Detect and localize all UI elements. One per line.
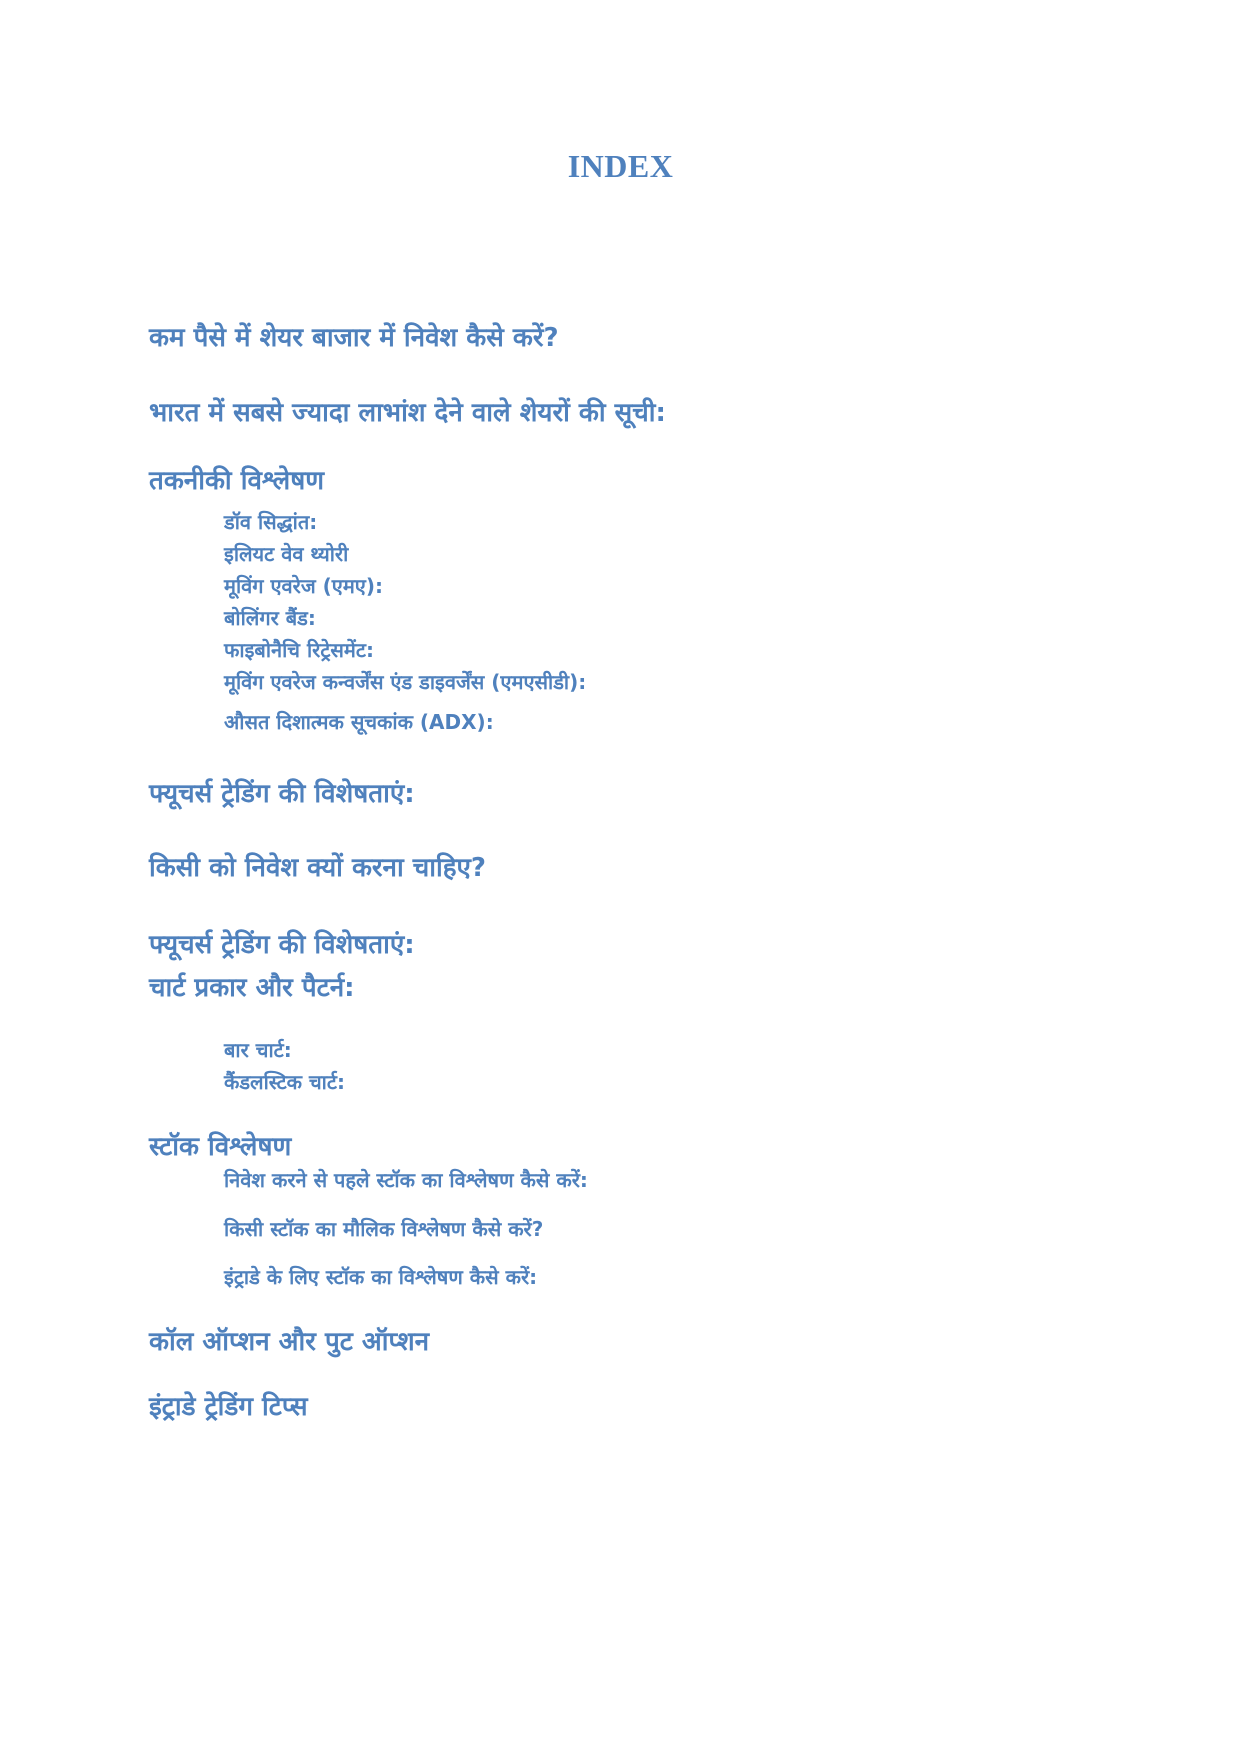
toc-entry[interactable]: कॉल ऑप्शन और पुट ऑप्शन — [149, 1327, 430, 1357]
toc-subentry[interactable]: औसत दिशात्मक सूचकांक (ADX): — [224, 710, 494, 734]
toc-subentry[interactable]: बोलिंगर बैंड: — [224, 606, 316, 630]
toc-entry[interactable]: चार्ट प्रकार और पैटर्न: — [149, 973, 355, 1003]
toc-subentry[interactable]: कैंडलस्टिक चार्ट: — [224, 1070, 345, 1094]
toc-subentry[interactable]: मूविंग एवरेज कन्वर्जेंस एंड डाइवर्जेंस (एमएसीडी): — [224, 670, 587, 694]
toc-entry[interactable]: इंट्राडे ट्रेडिंग टिप्स — [149, 1392, 308, 1422]
toc-subentry[interactable]: इलियट वेव थ्योरी — [224, 542, 349, 566]
toc-subentry[interactable]: किसी स्टॉक का मौलिक विश्लेषण कैसे करें? — [224, 1217, 544, 1241]
toc-entry[interactable]: किसी को निवेश क्यों करना चाहिए? — [149, 853, 487, 883]
toc-entry[interactable]: फ्यूचर्स ट्रेडिंग की विशेषताएं: — [149, 930, 415, 960]
toc-subentry[interactable]: बार चार्ट: — [224, 1038, 292, 1062]
toc-entry[interactable]: कम पैसे में शेयर बाजार में निवेश कैसे करें? — [149, 323, 559, 353]
toc-subentry[interactable]: फाइबोनैचि रिट्रेसमेंट: — [224, 638, 374, 662]
index-title: INDEX — [567, 148, 674, 184]
toc-entry[interactable]: फ्यूचर्स ट्रेडिंग की विशेषताएं: — [149, 779, 415, 809]
toc-subentry[interactable]: इंट्राडे के लिए स्टॉक का विश्लेषण कैसे करें: — [224, 1265, 538, 1289]
toc-entry[interactable]: भारत में सबसे ज्यादा लाभांश देने वाले शेयरों की सूची: — [149, 398, 666, 428]
toc-entry[interactable]: तकनीकी विश्लेषण — [149, 466, 325, 496]
toc-subentry[interactable]: डॉव सिद्धांत: — [224, 510, 318, 534]
toc-subentry[interactable]: निवेश करने से पहले स्टॉक का विश्लेषण कैसे करें: — [224, 1168, 588, 1192]
toc-entry[interactable]: स्टॉक विश्लेषण — [149, 1132, 292, 1162]
toc-subentry[interactable]: मूविंग एवरेज (एमए): — [224, 574, 384, 598]
